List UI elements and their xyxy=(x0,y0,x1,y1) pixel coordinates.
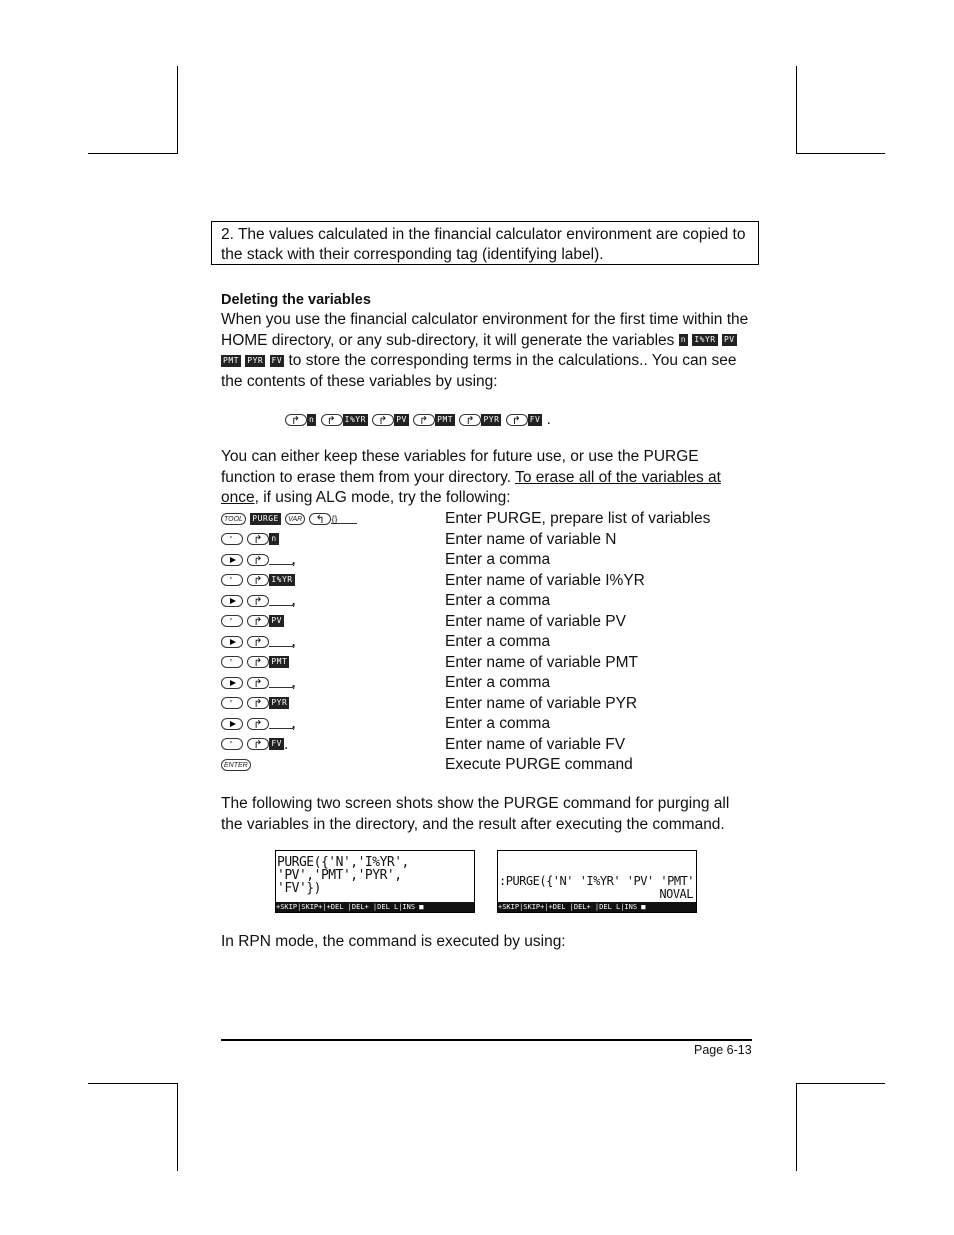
right-shift-key xyxy=(459,414,481,426)
variable-softkey: PV xyxy=(396,414,407,424)
right-shift-key xyxy=(372,414,394,426)
screen-line: 'FV'}) xyxy=(277,881,321,896)
variable-softkey: FV xyxy=(271,355,283,365)
tick-key xyxy=(221,656,243,668)
keystroke-row xyxy=(221,755,741,776)
crop-mark xyxy=(177,66,178,154)
paragraph-purge: You can either keep these variables for future use, or use the PURGE function to erase them from your directory. To erase all of the variables at once, if using ALG mode, try the following: xyxy=(221,448,721,506)
variable-softkey: n xyxy=(680,335,687,345)
var-key: VAR xyxy=(285,513,305,525)
softkey-menu: +SKIP|SKIP+|+DEL |DEL+ |DEL L|INS ■ xyxy=(276,902,474,912)
right-shift-key xyxy=(413,414,435,426)
step-description: Enter name of variable FV xyxy=(445,735,626,753)
right-shift-key xyxy=(247,554,269,566)
keystroke-row xyxy=(221,632,741,653)
variable-softkey: FV xyxy=(271,739,282,749)
variable-softkey: PMT xyxy=(437,414,454,424)
screen-line: NOVAL xyxy=(659,887,693,901)
screen-line: :PURGE({'N' 'I%YR' 'PV' 'PMT' xyxy=(499,874,695,888)
keystroke-row xyxy=(221,735,741,756)
step-description: Enter a comma xyxy=(445,551,551,568)
variable-softkey: PYR xyxy=(247,355,264,365)
tick-key xyxy=(221,738,243,750)
left-shift-key xyxy=(309,513,331,525)
keystrokes xyxy=(221,653,289,674)
keystroke-row xyxy=(221,673,741,694)
right-arrow-key xyxy=(221,718,243,730)
variable-softkey: I%YR xyxy=(694,335,716,345)
step-description: Execute PURGE command xyxy=(445,756,633,773)
keystrokes xyxy=(221,673,293,694)
page-number: Page 6-13 xyxy=(694,1043,752,1057)
step-description: Enter PURGE, prepare list of variables xyxy=(445,510,711,527)
crop-mark xyxy=(88,153,177,154)
right-arrow-key xyxy=(221,677,243,689)
calculator-screen-after xyxy=(497,850,697,913)
step-description: Enter name of variable PV xyxy=(445,612,626,630)
key-sequence-view-vars: ↱n ↱ I%YR ↱ PV ↱ PMT ↱ PYR ↱ FV . xyxy=(285,410,705,431)
keystrokes: ' ↱FV . xyxy=(221,735,288,756)
right-arrow-key xyxy=(221,595,243,607)
footer-rule xyxy=(221,1039,752,1041)
variable-softkey: PYR xyxy=(271,698,288,708)
keystroke-row xyxy=(221,714,741,735)
variable-softkey: I%YR xyxy=(271,575,293,585)
comma-icon xyxy=(269,636,293,647)
comma-icon xyxy=(269,595,293,606)
right-shift-key xyxy=(321,414,343,426)
variable-softkey: n xyxy=(271,534,277,544)
enter-key: ENTER xyxy=(221,759,251,771)
keystrokes xyxy=(221,714,293,735)
paragraph-variables: When you use the financial calculator environment for the first time within the HOME directory, or any sub-directory, it will generate the variables n I%YR PV PMT PYR FV to store the corresponding terms in the calculations.. You can see the contents of these variables by using: xyxy=(221,311,749,390)
paragraph-screenshots: The following two screen shots show the PURGE command for purging all the variables in the directory, and the result after executing the command. xyxy=(221,795,730,833)
keystrokes xyxy=(221,755,251,776)
variable-softkey: I%YR xyxy=(344,414,366,424)
screen-line: 'PV','PMT','PYR', xyxy=(277,868,402,883)
right-shift-key xyxy=(247,636,269,648)
right-shift-key xyxy=(506,414,528,426)
variable-softkey: PYR xyxy=(483,414,500,424)
right-shift-key xyxy=(247,718,269,730)
keystrokes xyxy=(221,571,295,592)
keystrokes xyxy=(221,612,284,633)
section-heading: Deleting the variables xyxy=(221,292,371,308)
right-arrow-key xyxy=(221,636,243,648)
purge-softkey: PURGE xyxy=(252,513,279,523)
right-shift-key xyxy=(247,656,269,668)
keystrokes xyxy=(221,632,293,653)
softkey-menu: +SKIP|SKIP+|+DEL |DEL+ |DEL L|INS ■ xyxy=(498,902,696,912)
keystrokes xyxy=(221,530,279,551)
step-description: Enter name of variable PMT xyxy=(445,653,638,671)
keystroke-row xyxy=(221,612,741,633)
step-description: Enter name of variable N xyxy=(445,530,617,548)
tick-key xyxy=(221,697,243,709)
variable-softkey: FV xyxy=(529,414,541,424)
tick-key xyxy=(221,533,243,545)
keystroke-row xyxy=(221,694,741,715)
keystroke-row xyxy=(221,530,741,551)
comma-icon xyxy=(269,677,293,688)
right-shift-key xyxy=(285,414,307,426)
crop-mark xyxy=(796,1083,885,1084)
keystrokes xyxy=(221,694,289,715)
right-shift-key xyxy=(247,533,269,545)
tick-key xyxy=(221,615,243,627)
variable-softkey: PV xyxy=(271,616,282,626)
right-shift-key xyxy=(247,677,269,689)
step-description: Enter a comma xyxy=(445,633,551,650)
keystrokes xyxy=(221,509,357,530)
keystroke-row xyxy=(221,653,741,674)
screen-line: PURGE({'N','I%YR', xyxy=(277,855,409,870)
crop-mark xyxy=(796,153,885,154)
comma-icon xyxy=(269,554,293,565)
step-description: Enter a comma xyxy=(445,715,551,732)
keystrokes xyxy=(221,550,293,571)
comma-icon xyxy=(269,718,293,729)
keystrokes xyxy=(221,591,293,612)
tool-key: TOOL xyxy=(221,513,246,525)
keystroke-row xyxy=(221,550,741,571)
step-description: Enter a comma xyxy=(445,674,551,691)
variable-softkey: PMT xyxy=(223,355,239,365)
right-shift-key xyxy=(247,615,269,627)
keystroke-row xyxy=(221,509,741,530)
keystroke-row xyxy=(221,591,741,612)
calculator-screen-before xyxy=(275,850,475,913)
crop-mark xyxy=(796,1083,797,1171)
list-braces-icon xyxy=(331,513,357,524)
crop-mark xyxy=(796,66,797,154)
tick-key xyxy=(221,574,243,586)
right-shift-key xyxy=(247,595,269,607)
variable-softkey: PV xyxy=(723,335,735,345)
paragraph-rpn: In RPN mode, the command is executed by using: xyxy=(221,933,566,950)
step-description: Enter name of variable PYR xyxy=(445,694,638,712)
variable-softkey: n xyxy=(309,414,315,424)
variable-softkey: PMT xyxy=(271,657,288,667)
note-box: 2. The values calculated in the financial calculator environment are copied to the stack with their corresponding tag (identifying label). xyxy=(211,221,759,265)
keystroke-row xyxy=(221,571,741,592)
step-description: Enter a comma xyxy=(445,592,551,609)
crop-mark xyxy=(88,1083,177,1084)
crop-mark xyxy=(177,1083,178,1171)
step-description: Enter name of variable I%YR xyxy=(445,571,645,589)
right-shift-key xyxy=(247,697,269,709)
right-arrow-key xyxy=(221,554,243,566)
keystroke-table xyxy=(221,509,741,776)
right-shift-key xyxy=(247,738,269,750)
right-shift-key xyxy=(247,574,269,586)
